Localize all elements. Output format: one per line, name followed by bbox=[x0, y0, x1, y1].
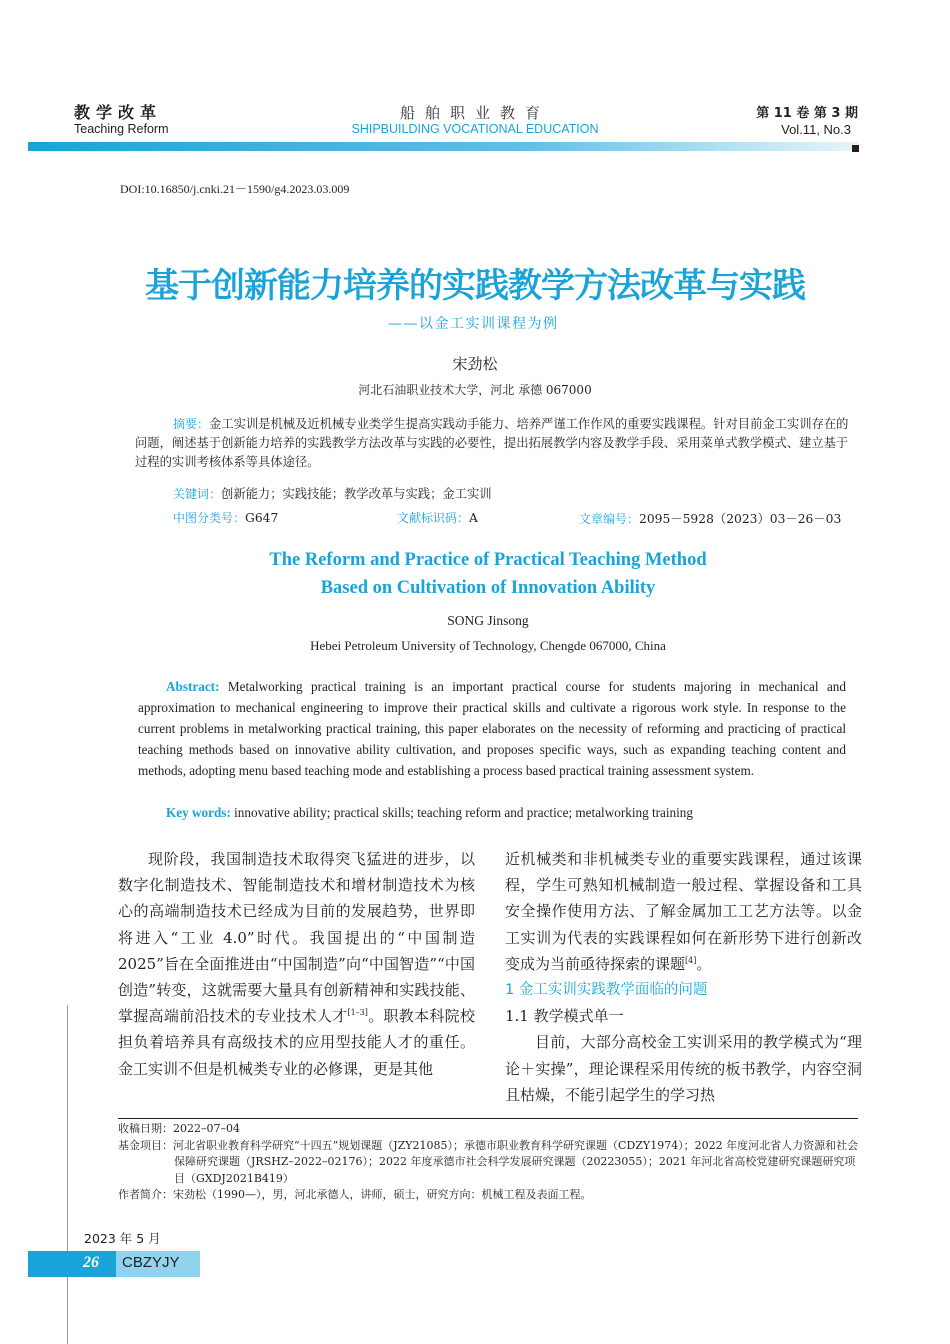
footnote-divider bbox=[118, 1118, 858, 1119]
author-en: SONG Jinsong bbox=[447, 613, 529, 628]
keywords-en-text: innovative ability; practical skills; teaching reform and practice; metalworking training bbox=[230, 805, 693, 820]
received-label: 收稿日期： bbox=[118, 1122, 173, 1135]
margin-rule bbox=[67, 1005, 68, 1344]
column-name-en: Teaching Reform bbox=[74, 122, 169, 136]
journal-name-zh: 船舶职业教育 bbox=[399, 104, 550, 122]
title-zh: 基于创新能力培养的实践教学方法改革与实践 bbox=[145, 266, 805, 306]
body-text: 现阶段，我国制造技术取得突飞猛进的进步，以数字化制造技术、智能制造技术和增材制造技术为核心的高端制造技术已经成为目前的发展趋势，世界即将进入“工业 4.0”时代。我国提出的“中国制造 2025”旨在全面推进由“中国制造”向“中国智造”“中国创造”转变，这就需要大量具有创新精神和实践技能、掌握高端前沿技术的专业技术人才 bbox=[118, 850, 475, 1026]
doc-code-value: A bbox=[469, 511, 478, 525]
citation-ref: [1–3] bbox=[347, 1008, 368, 1018]
doi: DOI:10.16850/j.cnki.21－1590/g4.2023.03.009 bbox=[120, 182, 350, 196]
footnotes bbox=[118, 1121, 860, 1204]
keywords-zh bbox=[173, 484, 492, 502]
author-intro-label: 作者简介： bbox=[118, 1188, 173, 1201]
clc-value: G647 bbox=[245, 511, 279, 525]
author-zh: 宋劲松 bbox=[452, 355, 498, 373]
subtitle-zh: ——以金工实训课程为例 bbox=[388, 316, 559, 332]
volume-issue-en: Vol.11, No.3 bbox=[781, 122, 851, 137]
column-name-zh: 教学改革 bbox=[74, 103, 163, 122]
body-column-right bbox=[505, 846, 862, 1108]
affiliation-en: Hebei Petroleum University of Technology, Chengde 067000, China bbox=[310, 638, 666, 653]
body-text: 。职教本科院校担负着培养具有高级技术的应用型技能人才的重任。金工实训不但是机械类专业的必修课，更是其他 bbox=[118, 1007, 475, 1078]
abstract-zh-label: 摘要： bbox=[173, 417, 210, 431]
fund-label: 基金项目： bbox=[118, 1138, 173, 1152]
journal-name-en: SHIPBUILDING VOCATIONAL EDUCATION bbox=[351, 122, 599, 136]
title-en-line2: Based on Cultivation of Innovation Ability bbox=[320, 578, 656, 598]
keywords-en-label: Key words: bbox=[166, 805, 231, 820]
body-paragraph: 目前，大部分高校金工实训采用的教学模式为“理论＋实操”，理论课程采用传统的板书教学，内容空洞且枯燥，不能引起学生的学习热 bbox=[505, 1033, 862, 1104]
subsection-heading: 1.1 教学模式单一 bbox=[505, 1007, 624, 1026]
clc-number bbox=[173, 509, 278, 526]
article-number bbox=[579, 509, 841, 527]
abstract-zh-text: 金工实训是机械及近机械专业类学生提高实践动手能力、培养严谨工作作风的重要实践课程。针对目前金工实训存在的问题，阐述基于创新能力培养的实践教学方法改革与实践的必要性，提出拓展教学内容及教学手段、采用菜单式教学模式、建立基于过程的实训考核体系等具体途径。 bbox=[135, 417, 849, 469]
body-paragraph bbox=[505, 846, 862, 977]
affiliation-zh: 河北石油职业技术大学，河北 承德 067000 bbox=[358, 383, 592, 397]
body-text: 近机械类和非机械类专业的重要实践课程，通过该课程，学生可熟知机械制造一般过程、掌握设备和工具安全操作使用方法、了解金属加工工艺方法等。以金工实训为代表的实践课程如何在新形势下进行创新改变成为当前亟待探索的课题 bbox=[505, 850, 862, 973]
clc-label: 中图分类号： bbox=[173, 511, 246, 525]
keywords-en bbox=[166, 805, 693, 821]
title-en bbox=[0, 546, 950, 602]
fund-value: 河北省职业教育科学研究“十四五”规划课题（JZY21085）；承德市职业教育科学研究课题（CDZY1974）；2022 年度河北省人力资源和社会保障研究课题（JRSHZ–2022–02176）；2022 年度承德市社会科学发展研究课题（20223055）；2021 年河北省高校党建研究课题研究项目（GXDJ2021B419） bbox=[173, 1138, 859, 1185]
keywords-zh-label: 关键词： bbox=[173, 487, 222, 501]
abstract-en-text: Metalworking practical training is an important practical course for students majoring in mechanical and approximation to mechanical engineering to improve their practical skills and cultivate a rigorous work style. In response to the current problems in metalworking practical training, this paper elaborates on the necessity of reforming and practicing of practical teaching methods based on innovative ability cultivation, and proposes specific ways, such as expanding teaching content and methods, adopting menu based teaching mode and establishing a process based practical training assessment system. bbox=[138, 679, 846, 778]
received-date bbox=[118, 1121, 860, 1138]
article-no-label: 文章编号： bbox=[579, 512, 640, 526]
keywords-zh-text: 创新能力；实践技能；教学改革与实践；金工实训 bbox=[221, 487, 492, 501]
header-square-marker bbox=[852, 145, 859, 152]
body-text: 。 bbox=[696, 954, 712, 973]
abstract-en bbox=[138, 676, 846, 781]
issue-date: 2023 年 5 月 bbox=[84, 1231, 161, 1246]
abstract-zh bbox=[135, 415, 850, 472]
section-heading: 1 金工实训实践教学面临的问题 bbox=[505, 982, 708, 999]
body-paragraph bbox=[118, 846, 475, 1082]
volume-issue-zh: 第 11 卷 第 3 期 bbox=[756, 106, 858, 121]
fund-projects bbox=[118, 1138, 860, 1188]
article-no-value: 2095－5928（2023）03－26－03 bbox=[639, 512, 842, 526]
received-value: 2022–07–04 bbox=[173, 1122, 240, 1135]
page-number: 26 bbox=[83, 1254, 99, 1271]
document-code bbox=[397, 509, 478, 526]
doc-code-label: 文献标识码： bbox=[397, 511, 470, 525]
abstract-en-label: Abstract: bbox=[166, 679, 220, 694]
author-intro-value: 宋劲松（1990—），男，河北承德人，讲师，硕士，研究方向：机械工程及表面工程。 bbox=[173, 1188, 592, 1201]
header-gradient-bar bbox=[28, 142, 858, 151]
title-en-line1: The Reform and Practice of Practical Teaching Method bbox=[269, 550, 707, 570]
author-intro bbox=[118, 1187, 860, 1204]
citation-ref: [4] bbox=[685, 955, 697, 965]
journal-code: CBZYJY bbox=[122, 1254, 180, 1271]
body-column-left bbox=[118, 846, 475, 1082]
